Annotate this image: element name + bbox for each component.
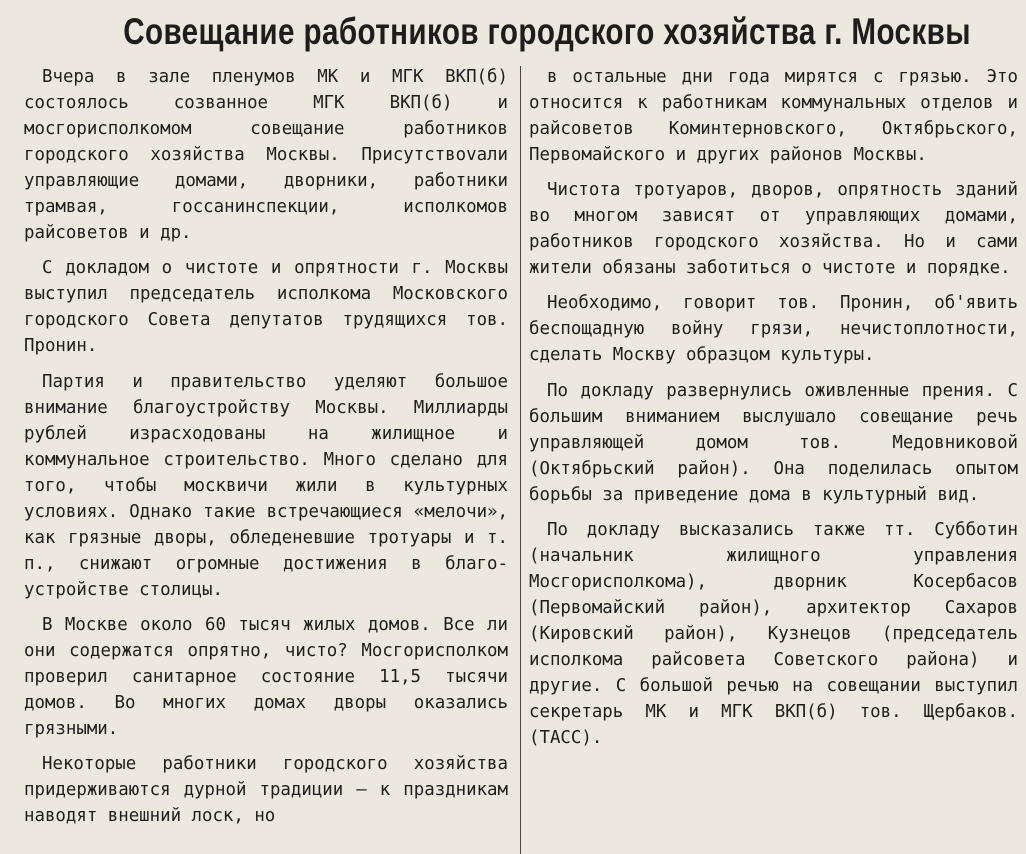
left-column — [24, 64, 514, 854]
column-divider — [520, 66, 521, 854]
paragraph-left-4: В Москве около 60 тысяч жилых домов. Все ли они содержатся опрятно, чисто? Мосгорисполком проверил санитарное состояние 11,5 тысячи домов. Во многих домах дворы оказались грязными. — [24, 614, 508, 740]
paragraph-left-1: Вчера в зале пленумов МК и МГК ВКП(б) состоялось созванное МГК ВКП(б) и мосгорисполкомом совещание работников городского хозяйства Москвы. Присутствоvали управляющие домами, дворники, работники трамвая, госсанинспекции, исполкомов райсоветов и др. — [24, 67, 508, 244]
right-column — [529, 64, 1018, 854]
paragraph-right-1: в остальные дни года мирятся с грязью. Это относится к работникам коммунальных отделов и райсоветов Коминтерновского, Октябрьского, Первомайского и других районов Москвы. — [529, 67, 1018, 166]
article-body — [24, 64, 1018, 854]
paragraph-left-2: С докладом о чистоте и опрятности г. Москвы выступил председатель исполкома Московского городского Совета депутатов трудящихся тов. Пронин. — [24, 258, 508, 357]
paragraph-right-4: По докладу развернулись оживленные прения. С большим вниманием выслушало совещание речь управляющей домом тов. Медовниковой (Октябрьский район). Она поделилась опытом борьбы за приведение дома в культурный вид. — [529, 380, 1018, 505]
paragraph-left-3: Партия и правительство уделяют большое внимание благоустройству Москвы. Миллиарды рублей израсходованы на жилищное и коммунальное строительство. Много сделано для того, чтобы москвичи жили в культурных условиях. Однако такие встречающиеся «мелочи», как грязные дворы, обледеневшие тротуары и т. п., снижают огромные достижения в благоустройстве столицы. — [24, 371, 508, 600]
paragraph-right-5: По докладу высказались также тт. Субботин (начальник жилищного управления Мосгорисполкома), дворник Косербасов (Первомайский район), архитектор Сахаров (Кировский район), Кузнецов (председатель исполкома райсовета Советского района) и другие. С большой речью на совещании выступил секретарь МК и МГК ВКП(б) тов. Щербаков. (ТАСС). — [529, 519, 1018, 749]
paragraph-right-2: Чистота тротуаров, дворов, опрятность зданий во многом зависят от управляющих домами, работников городского хозяйства. Но и сами жители обязаны заботиться о чистоте и порядке. — [529, 180, 1018, 279]
paragraph-right-3: Необходимо, говорит тов. Пронин, об'явить беспощадную войну грязи, нечистоплотности, сделать Москву образцом культуры. — [529, 293, 1018, 366]
paragraph-left-5: Некоторые работники городского хозяйства придерживаются дурной традиции — к праздникам наводят внешний лоск, но — [24, 754, 508, 827]
article-headline: Совещание работников городского хозяйства г. Москвы — [123, 11, 971, 52]
